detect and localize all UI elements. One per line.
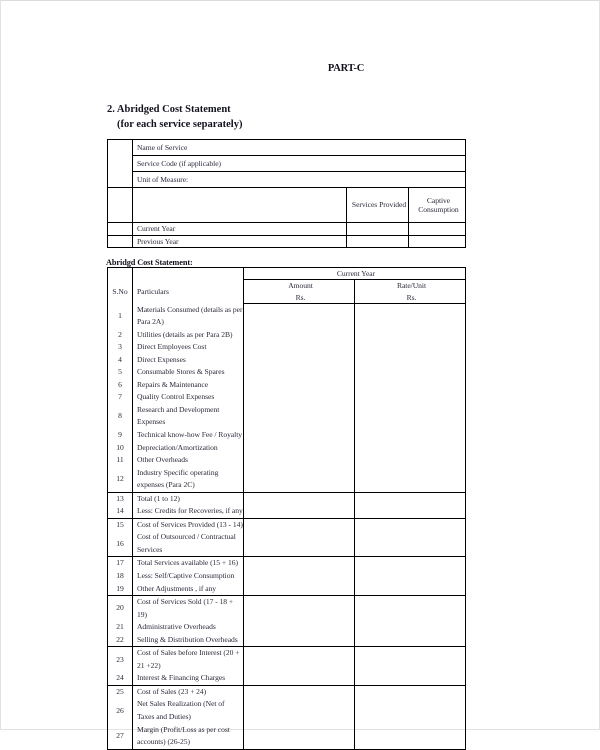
cost-row-rate[interactable] [355, 698, 466, 723]
cost-row-rate[interactable] [355, 505, 466, 518]
cost-row-rate[interactable] [355, 596, 466, 622]
particulars-header-spacer [133, 268, 244, 280]
cost-row-particulars: Interest & Financing Charges [133, 672, 244, 685]
cost-row-rate[interactable] [355, 557, 466, 570]
table-row [108, 235, 466, 248]
cost-row-sno: 5 [108, 366, 133, 379]
cost-row-sno: 20 [108, 596, 133, 622]
cost-row-rate[interactable] [355, 724, 466, 750]
cost-row-amount[interactable] [244, 467, 355, 493]
cost-row-rate[interactable] [355, 518, 466, 531]
cost-row-rate[interactable] [355, 685, 466, 698]
cost-row-particulars: Consumable Stores & Spares [133, 366, 244, 379]
cost-row-particulars: Other Overheads [133, 454, 244, 467]
cost-row-amount[interactable] [244, 518, 355, 531]
cost-row-amount[interactable] [244, 404, 355, 429]
cost-row-rate[interactable] [355, 583, 466, 596]
cost-row-amount[interactable] [244, 454, 355, 467]
abridged-cost-statement-label: Abridgd Cost Statement: [106, 258, 193, 267]
cost-row-particulars: Technical know-how Fee / Royalty [133, 429, 244, 442]
cost-row-amount[interactable] [244, 724, 355, 750]
particulars-header: Particulars [133, 280, 244, 304]
table-row [108, 329, 466, 342]
table-row [108, 596, 466, 622]
cost-row-amount[interactable] [244, 505, 355, 518]
cost-row-particulars: Total Services available (15 + 16) [133, 557, 244, 570]
service-code-cell[interactable]: Service Code (if applicable) [133, 156, 466, 172]
service-identity-table [107, 139, 466, 188]
current-year-group-header: Current Year [244, 268, 466, 280]
yearly-summary-table [107, 187, 466, 248]
table-row [108, 531, 466, 557]
cost-row-amount[interactable] [244, 621, 355, 634]
cost-row-particulars: Industry Specific operating expenses (Para 2C) [133, 467, 244, 493]
cost-row-particulars: Quality Control Expenses [133, 391, 244, 404]
cost-row-amount[interactable] [244, 672, 355, 685]
cost-row-amount[interactable] [244, 685, 355, 698]
cost-row-particulars: Cost of Sales (23 + 24) [133, 685, 244, 698]
yearly-index-header [108, 188, 133, 223]
table-header-row [108, 280, 466, 293]
table-row [108, 404, 466, 429]
cost-row-particulars: Direct Expenses [133, 354, 244, 367]
previous-year-label: Previous Year [133, 235, 347, 248]
cost-row-amount[interactable] [244, 429, 355, 442]
cost-row-sno: 18 [108, 570, 133, 583]
services-provided-header: Services Provided [347, 188, 409, 223]
service-identity-body [108, 140, 466, 188]
cost-row-amount[interactable] [244, 442, 355, 455]
cost-row-particulars: Administrative Overheads [133, 621, 244, 634]
cost-row-sno: 10 [108, 442, 133, 455]
cost-row-rate[interactable] [355, 429, 466, 442]
table-row [108, 304, 466, 329]
table-row [108, 156, 466, 172]
captive-consumption-line-2: Consumption [418, 205, 459, 214]
cost-row-rate[interactable] [355, 404, 466, 429]
previous-year-services-provided-cell[interactable] [347, 235, 409, 248]
cost-row-sno: 25 [108, 685, 133, 698]
captive-consumption-line-1: Captive [426, 195, 451, 205]
cost-row-sno: 7 [108, 391, 133, 404]
sno-header: S.No [108, 280, 133, 304]
cost-row-particulars: Cost of Outsourced / Contractual Services [133, 531, 244, 557]
table-row [108, 557, 466, 570]
cost-row-rate[interactable] [355, 366, 466, 379]
cost-row-sno: 27 [108, 724, 133, 750]
table-row [108, 223, 466, 236]
table-header-row [108, 188, 466, 223]
cost-row-rate[interactable] [355, 341, 466, 354]
table-row [108, 442, 466, 455]
cost-row-particulars: Depreciation/Amortization [133, 442, 244, 455]
unit-of-measure-cell[interactable]: Unit of Measure: [133, 172, 466, 188]
cost-row-particulars: Other Adjustments , if any [133, 583, 244, 596]
rate-unit-header: Rate/Unit [355, 280, 466, 293]
cost-row-amount[interactable] [244, 531, 355, 557]
current-year-label: Current Year [133, 223, 347, 236]
cost-row-sno: 11 [108, 454, 133, 467]
cost-row-amount[interactable] [244, 583, 355, 596]
cost-row-sno: 19 [108, 583, 133, 596]
table-row [108, 518, 466, 531]
cost-row-sno: 26 [108, 698, 133, 723]
captive-consumption-header [409, 188, 466, 223]
cost-row-amount[interactable] [244, 354, 355, 367]
cost-row-rate[interactable] [355, 492, 466, 505]
cost-row-rate[interactable] [355, 442, 466, 455]
cost-row-rate[interactable] [355, 647, 466, 673]
cost-row-sno: 1 [108, 304, 133, 329]
amount-unit-header: Rs. [244, 292, 355, 304]
cost-row-amount[interactable] [244, 366, 355, 379]
cost-row-amount[interactable] [244, 698, 355, 723]
yearly-summary-body [108, 188, 466, 248]
current-year-index-cell [108, 223, 133, 236]
cost-row-amount[interactable] [244, 304, 355, 329]
cost-row-amount[interactable] [244, 329, 355, 342]
yearly-desc-header [133, 188, 347, 223]
cost-row-rate[interactable] [355, 391, 466, 404]
cost-row-particulars: Cost of Services Provided (13 - 14) [133, 518, 244, 531]
current-year-services-provided-cell[interactable] [347, 223, 409, 236]
heading-line-1: 2. Abridged Cost Statement [107, 104, 231, 115]
abridged-cost-statement-table [107, 267, 466, 750]
cost-row-particulars: Net Sales Realization (Net of Taxes and Duties) [133, 698, 244, 723]
table-row [108, 505, 466, 518]
table-row [108, 467, 466, 493]
previous-year-captive-consumption-cell[interactable] [409, 235, 466, 248]
cost-row-rate[interactable] [355, 354, 466, 367]
cost-row-particulars: Total (1 to 12) [133, 492, 244, 505]
cost-row-rate[interactable] [355, 329, 466, 342]
cost-row-sno: 24 [108, 672, 133, 685]
cost-row-rate[interactable] [355, 570, 466, 583]
table-row [108, 570, 466, 583]
service-name-cell[interactable]: Name of Service [133, 140, 466, 156]
cost-row-rate[interactable] [355, 672, 466, 685]
cost-row-rate[interactable] [355, 467, 466, 493]
cost-table-body [108, 304, 466, 750]
rate-unit-unit-header: Rs. [355, 292, 466, 304]
cost-row-sno: 16 [108, 531, 133, 557]
table-row [108, 429, 466, 442]
table-row [108, 583, 466, 596]
cost-row-particulars: Repairs & Maintenance [133, 379, 244, 392]
cost-row-particulars: Margin (Profit/Loss as per cost accounts) (26-25) [133, 724, 244, 750]
table-row [108, 454, 466, 467]
current-year-captive-consumption-cell[interactable] [409, 223, 466, 236]
cost-row-particulars: Less: Self/Captive Consumption [133, 570, 244, 583]
table-row [108, 391, 466, 404]
cost-row-amount[interactable] [244, 634, 355, 647]
cost-row-sno: 23 [108, 647, 133, 673]
table-row [108, 621, 466, 634]
table-row [108, 492, 466, 505]
cost-row-sno: 12 [108, 467, 133, 493]
cost-row-particulars: Less: Credits for Recoveries, if any [133, 505, 244, 518]
table-row [108, 672, 466, 685]
cost-row-particulars: Research and Development Expenses [133, 404, 244, 429]
service-row-index-cell [108, 140, 133, 188]
cost-row-amount[interactable] [244, 341, 355, 354]
cost-row-particulars: Selling & Distribution Overheads [133, 634, 244, 647]
cost-row-sno: 17 [108, 557, 133, 570]
table-row [108, 172, 466, 188]
cost-row-rate[interactable] [355, 379, 466, 392]
cost-row-amount[interactable] [244, 391, 355, 404]
cost-row-amount[interactable] [244, 596, 355, 622]
page-title [107, 102, 242, 132]
table-row [108, 379, 466, 392]
cost-row-rate[interactable] [355, 304, 466, 329]
cost-row-sno: 22 [108, 634, 133, 647]
cost-row-sno: 13 [108, 492, 133, 505]
table-row [108, 698, 466, 723]
cost-row-particulars: Direct Employees Cost [133, 341, 244, 354]
cost-table-header [108, 268, 466, 304]
sno-header-spacer [108, 268, 133, 280]
cost-row-amount[interactable] [244, 647, 355, 673]
cost-row-sno: 21 [108, 621, 133, 634]
cost-row-sno: 14 [108, 505, 133, 518]
cost-row-particulars: Cost of Sales before Interest (20 + 21 +22) [133, 647, 244, 673]
cost-row-sno: 8 [108, 404, 133, 429]
table-row [108, 724, 466, 750]
cost-row-rate[interactable] [355, 531, 466, 557]
heading-line-2: (for each service separately) [117, 119, 243, 130]
cost-row-sno: 9 [108, 429, 133, 442]
cost-row-rate[interactable] [355, 454, 466, 467]
cost-row-sno: 4 [108, 354, 133, 367]
cost-row-particulars: Utilities (details as per Para 2B) [133, 329, 244, 342]
cost-row-rate[interactable] [355, 621, 466, 634]
cost-row-sno: 15 [108, 518, 133, 531]
table-row [108, 647, 466, 673]
cost-row-amount[interactable] [244, 570, 355, 583]
table-row [108, 366, 466, 379]
table-row [108, 140, 466, 156]
table-row [108, 685, 466, 698]
cost-row-particulars: Cost of Services Sold (17 - 18 + 19) [133, 596, 244, 622]
cost-row-sno: 2 [108, 329, 133, 342]
table-header-row [108, 268, 466, 280]
table-row [108, 341, 466, 354]
amount-header: Amount [244, 280, 355, 293]
cost-row-amount[interactable] [244, 492, 355, 505]
part-title: PART-C [327, 63, 365, 74]
cost-row-sno: 3 [108, 341, 133, 354]
cost-row-rate[interactable] [355, 634, 466, 647]
cost-row-sno: 6 [108, 379, 133, 392]
cost-row-amount[interactable] [244, 557, 355, 570]
previous-year-index-cell [108, 235, 133, 248]
table-row [108, 634, 466, 647]
cost-row-amount[interactable] [244, 379, 355, 392]
cost-row-particulars: Materials Consumed (details as per Para 2A) [133, 304, 244, 329]
table-row [108, 354, 466, 367]
